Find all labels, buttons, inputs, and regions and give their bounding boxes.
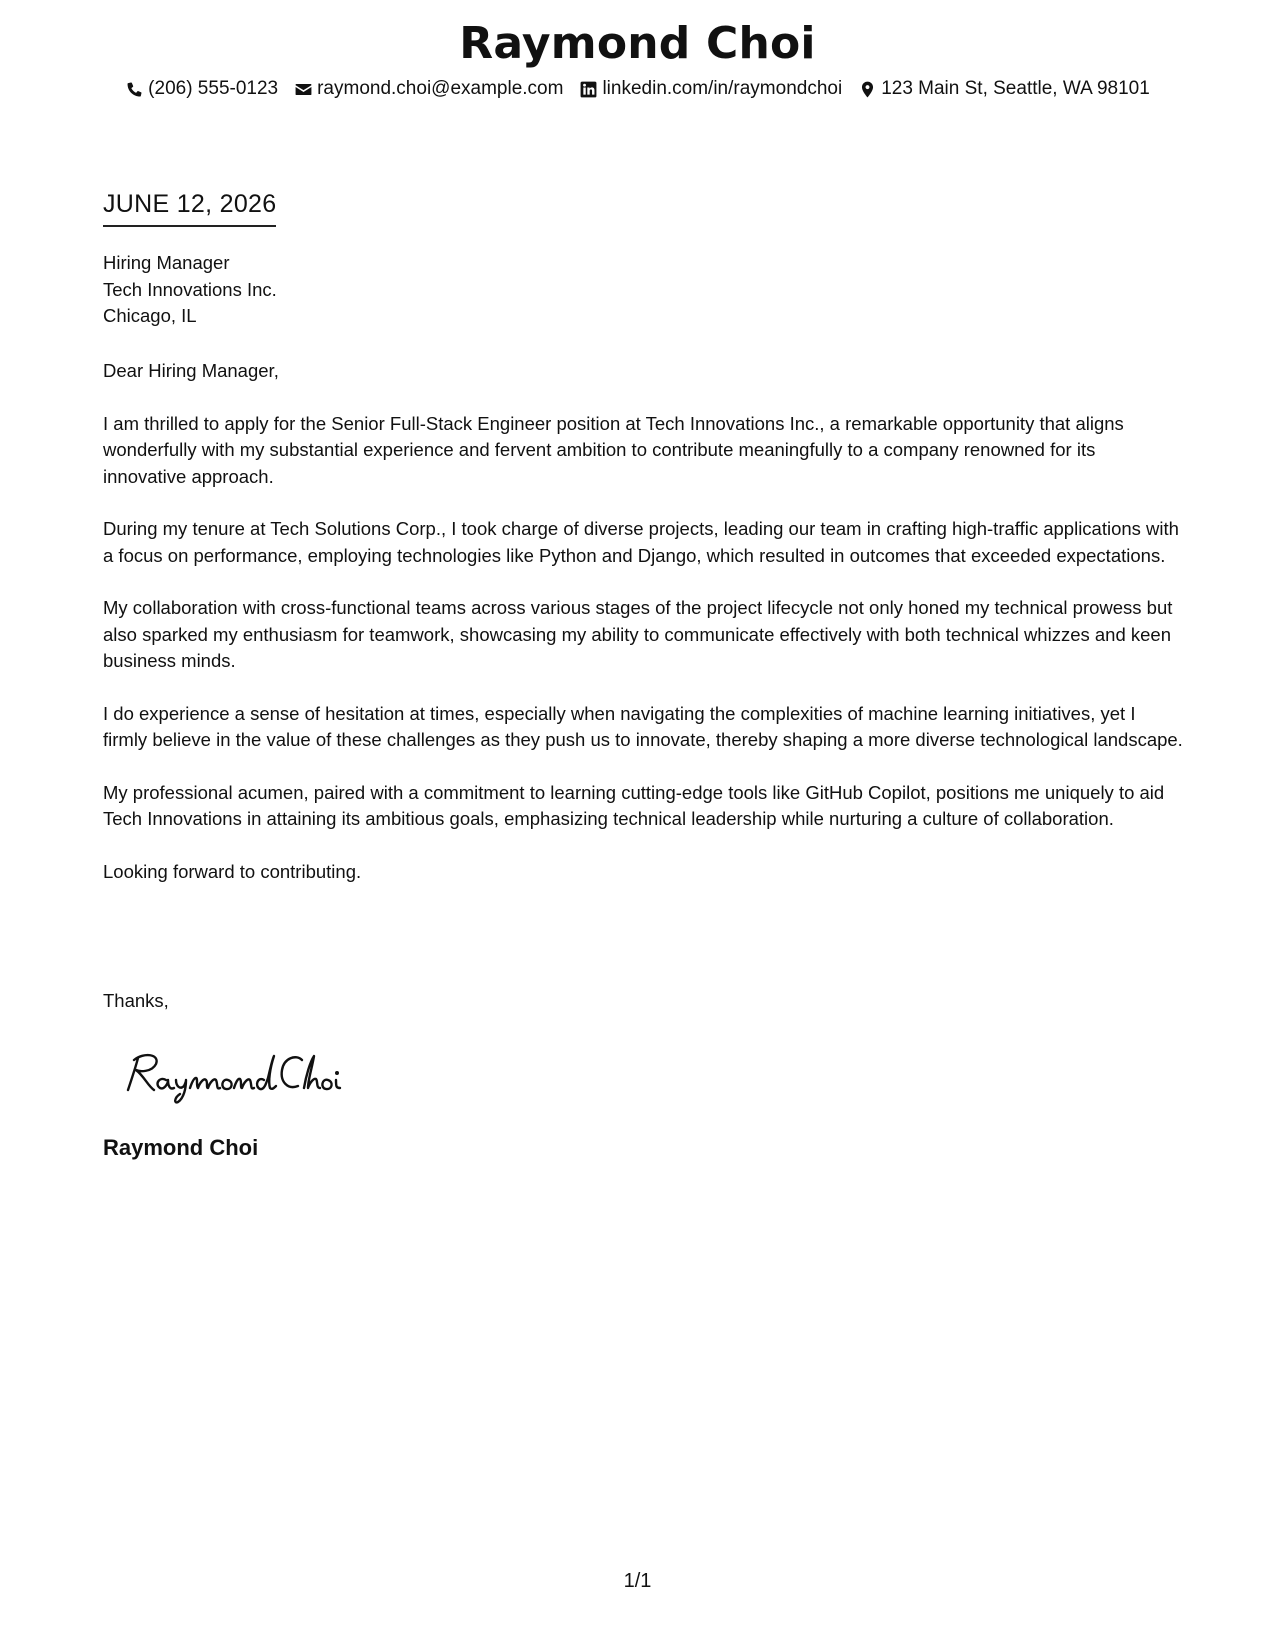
- phone-text: (206) 555-0123: [148, 78, 279, 99]
- recipient-location: Chicago, IL: [103, 305, 197, 326]
- envelope-icon: [294, 80, 313, 99]
- body-paragraph: My collaboration with cross-functional teams across various stages of the project lifecycle not only honed my technical prowess but also sparked my enthusiasm for teamwork, showcasing my ability to communicate effectively with both technical whizzes and keen business minds.: [103, 597, 1173, 671]
- body-paragraph: During my tenure at Tech Solutions Corp., I took charge of diverse projects, leading our team in crafting high-traffic applications with a focus on performance, employing technologies like Python and Django, which resulted in outcomes that exceeded expectations.: [103, 518, 1179, 566]
- page-number: 1/1: [623, 1570, 652, 1592]
- recipient-block: [103, 250, 277, 330]
- body-paragraph: Looking forward to contributing.: [103, 860, 362, 882]
- body-paragraph: I do experience a sense of hesitation at times, especially when navigating the complexities of machine learning initiatives, yet I firmly believe in the value of these challenges as they push us to innovate, thereby shaping a more diverse technological landscape.: [103, 702, 1183, 750]
- contact-linkedin: [579, 78, 842, 100]
- contact-email: [294, 78, 563, 100]
- contact-address: [858, 78, 1150, 100]
- linkedin-icon: [579, 80, 598, 99]
- handwritten-signature: [120, 1048, 350, 1104]
- letter-body: [103, 358, 1183, 911]
- phone-icon: [125, 80, 144, 99]
- signed-name: Raymond Choi: [103, 1135, 259, 1160]
- date-block: [103, 190, 276, 227]
- map-pin-icon: [858, 80, 877, 99]
- contact-phone: [125, 78, 278, 100]
- body-paragraph: My professional acumen, paired with a commitment to learning cutting-edge tools like GitHub Copilot, positions me uniquely to aid Tech Innovations in attaining its ambitious goals, emphasizing technical leadership while nurturing a culture of collaboration.: [103, 781, 1165, 829]
- linkedin-link[interactable]: linkedin.com/in/raymondchoi: [602, 78, 843, 99]
- recipient-title: Hiring Manager: [103, 252, 230, 273]
- recipient-company: Tech Innovations Inc.: [103, 278, 277, 300]
- contact-info-row: [0, 78, 1275, 100]
- salutation: Dear Hiring Manager,: [103, 360, 279, 381]
- letter-date: JUNE 12, 2026: [103, 190, 276, 227]
- closing-line: Thanks,: [103, 990, 169, 1011]
- email-link[interactable]: raymond.choi@example.com: [317, 78, 564, 99]
- body-paragraph: I am thrilled to apply for the Senior Full-Stack Engineer position at Tech Innovations Inc., a remarkable opportunity that aligns wonderfully with my substantial experience and fervent ambition to contribute meaningfully to a company renowned for its innovative approach.: [103, 412, 1124, 487]
- applicant-name: Raymond Choi: [459, 18, 816, 69]
- address-text: 123 Main St, Seattle, WA 98101: [881, 78, 1150, 99]
